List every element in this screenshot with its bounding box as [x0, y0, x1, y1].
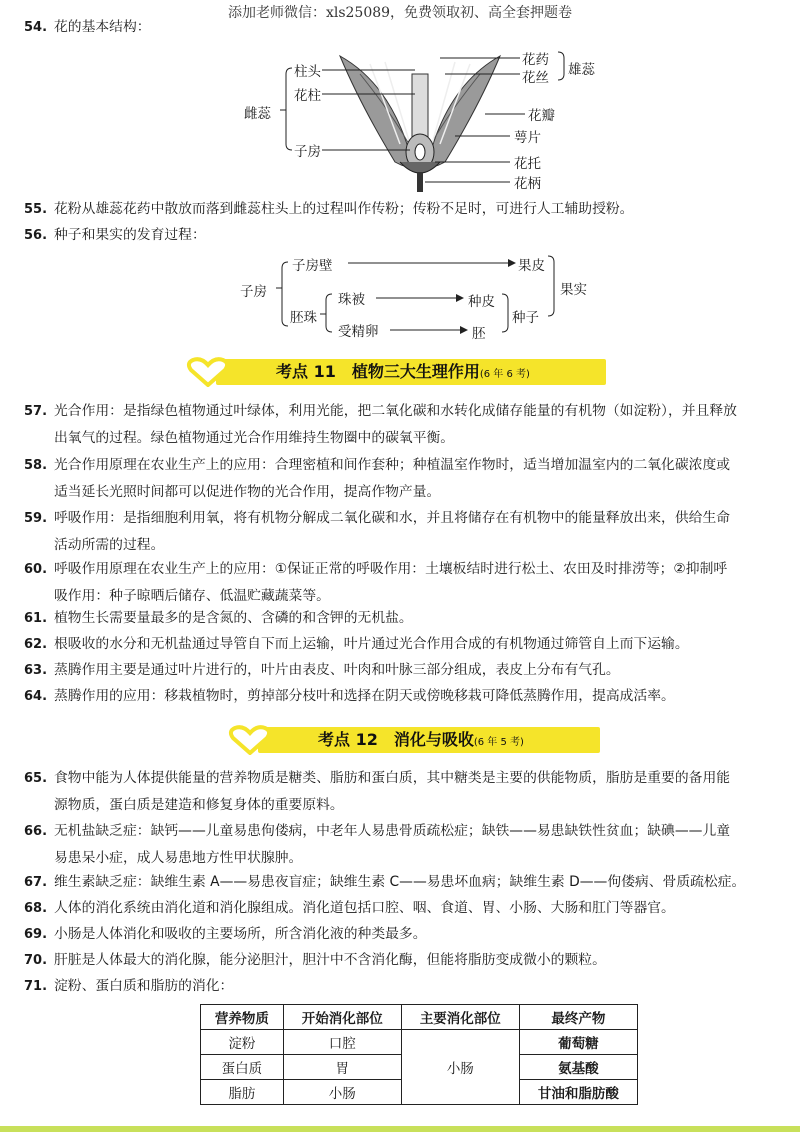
table-cell: 蛋白质 [201, 1055, 284, 1080]
item-text: 肝脏是人体最大的消化腺，能分泌胆汁，胆汁中不含消化酶，但能将脂肪变成微小的颗粒。 [54, 952, 606, 968]
item-59 [24, 505, 784, 558]
item-64 [24, 683, 784, 710]
section-banner-11 [186, 357, 606, 387]
item-text: 根吸收的水分和无机盐通过导管自下而上运输，叶片通过光合作用合成的有机物通过筛管自上而下运输。 [54, 636, 689, 652]
label-filament: 花丝 [522, 70, 549, 86]
section-note: (6 年 6 考) [479, 369, 530, 380]
item-number: 66. [24, 824, 48, 839]
item-text-line1: 呼吸作用原理在农业生产上的应用：①保证正常的呼吸作用：土壤板结时进行松土、农田及时排涝等；②抑制呼 [54, 561, 728, 577]
item-text-line2: 活动所需的过程。 [54, 537, 165, 553]
label-seed: 种子 [512, 310, 539, 326]
item-number: 55. [24, 202, 48, 217]
label-petal: 花瓣 [528, 108, 555, 124]
item-56 [24, 222, 784, 249]
table-cell: 甘油和脂肪酸 [519, 1080, 637, 1105]
table-cell: 淀粉 [201, 1030, 284, 1055]
item-number: 65. [24, 771, 48, 786]
seed-fruit-diagram [240, 250, 600, 342]
table-cell: 脂肪 [201, 1080, 284, 1105]
label-ovary: 子房 [240, 284, 267, 300]
item-text: 维生素缺乏症：缺维生素 A——易患夜盲症；缺维生素 C——易患坏血病；缺维生素 D——佝偻病、骨质疏松症。 [54, 874, 746, 890]
section-banner-12 [228, 725, 600, 755]
item-text: 蒸腾作用的应用：移栽植物时，剪掉部分枝叶和选择在阴天或傍晚移栽可降低蒸腾作用，提高成活率。 [54, 688, 675, 704]
label-stigma: 柱头 [294, 64, 321, 80]
item-number: 68. [24, 901, 48, 916]
label-sepal: 萼片 [514, 130, 541, 146]
table-row [201, 1030, 638, 1055]
item-number: 70. [24, 953, 48, 968]
item-number: 63. [24, 663, 48, 678]
table-cell: 葡萄糖 [519, 1030, 637, 1055]
item-text: 植物生长需要量最多的是含氮的、含磷的和含钾的无机盐。 [54, 610, 413, 626]
label-pericarp: 果皮 [518, 258, 545, 274]
label-ovary: 子房 [294, 144, 321, 160]
label-seed-coat: 种皮 [468, 294, 495, 310]
label-stamen: 雄蕊 [568, 62, 595, 78]
item-number: 64. [24, 689, 48, 704]
label-anther: 花药 [522, 52, 549, 68]
item-71 [24, 973, 784, 1000]
item-60 [24, 556, 784, 609]
item-text-line1: 食物中能为人体提供能量的营养物质是糖类、脂肪和蛋白质，其中糖类是主要的供能物质，脂肪是重要的备用能 [54, 770, 731, 786]
label-fruit: 果实 [560, 282, 587, 298]
label-style: 花柱 [294, 88, 321, 104]
item-65 [24, 765, 784, 818]
item-text: 种子和果实的发育过程： [54, 227, 206, 243]
item-number: 61. [24, 611, 48, 626]
item-text-line2: 易患呆小症，成人易患地方性甲状腺肿。 [54, 850, 303, 866]
item-text: 人体的消化系统由消化道和消化腺组成。消化道包括口腔、咽、食道、胃、小肠、大肠和肛门等器官。 [54, 900, 675, 916]
label-zygote: 受精卵 [338, 324, 379, 340]
table-cell-main-site: 小肠 [401, 1030, 519, 1105]
item-62 [24, 631, 784, 658]
table-cell: 小肠 [283, 1080, 401, 1105]
table-header: 主要消化部位 [401, 1005, 519, 1030]
label-pedicel: 花柄 [514, 176, 541, 192]
watermark: 添加老师微信：xls25089，免费领取初、高全套押题卷 [227, 5, 573, 21]
heart-icon [228, 725, 272, 755]
item-number: 59. [24, 511, 48, 526]
item-text: 小肠是人体消化和吸收的主要场所，所含消化液的种类最多。 [54, 926, 427, 942]
table-header-row [201, 1005, 638, 1030]
label-ovary-wall: 子房壁 [292, 258, 333, 274]
item-text: 花粉从雄蕊花药中散放而落到雌蕊柱头上的过程叫作传粉；传粉不足时，可进行人工辅助授粉。 [54, 201, 634, 217]
table-header: 营养物质 [201, 1005, 284, 1030]
item-text-line2: 出氧气的过程。绿色植物通过光合作用维持生物圈中的碳氧平衡。 [54, 430, 455, 446]
item-55 [24, 196, 784, 223]
item-text: 淀粉、蛋白质和脂肪的消化： [54, 978, 234, 994]
item-text: 花的基本结构： [54, 19, 151, 35]
item-number: 62. [24, 637, 48, 652]
flower-diagram [240, 44, 600, 194]
item-number: 56. [24, 228, 48, 243]
item-number: 57. [24, 404, 48, 419]
digestion-table [200, 1004, 638, 1105]
item-number: 71. [24, 979, 48, 994]
item-57 [24, 398, 784, 451]
item-text: 蒸腾作用主要是通过叶片进行的，叶片由表皮、叶肉和叶脉三部分组成，表皮上分布有气孔。 [54, 662, 620, 678]
item-70 [24, 947, 784, 974]
item-text-line1: 无机盐缺乏症：缺钙——儿童易患佝偻病，中老年人易患骨质疏松症；缺铁——易患缺铁性贫血；缺碘——儿童 [54, 823, 731, 839]
section-title: 考点 12 消化与吸收 [318, 730, 474, 749]
item-63 [24, 657, 784, 684]
label-pistil: 雌蕊 [244, 106, 271, 122]
item-text-line1: 光合作用原理在农业生产上的应用：合理密植和间作套种；种植温室作物时，适当增加温室内的二氧化碳浓度或 [54, 457, 731, 473]
item-number: 54. [24, 20, 48, 35]
section-title-bar [216, 359, 606, 385]
item-66 [24, 818, 784, 871]
table-header: 开始消化部位 [283, 1005, 401, 1030]
item-text-line1: 呼吸作用：是指细胞利用氧，将有机物分解成二氧化碳和水，并且将储存在有机物中的能量释放出来，供给生命 [54, 510, 731, 526]
table-cell: 口腔 [283, 1030, 401, 1055]
label-embryo: 胚 [472, 326, 486, 342]
table-header: 最终产物 [519, 1005, 637, 1030]
label-ovule: 胚珠 [290, 310, 317, 326]
label-integument: 珠被 [338, 292, 365, 308]
heart-icon [186, 357, 230, 387]
label-receptacle: 花托 [514, 156, 541, 172]
item-54 [24, 14, 784, 41]
table-cell: 胃 [283, 1055, 401, 1080]
item-68 [24, 895, 784, 922]
item-number: 60. [24, 562, 48, 577]
item-text-line2: 源物质，蛋白质是建造和修复身体的重要原料。 [54, 797, 344, 813]
item-text-line1: 光合作用：是指绿色植物通过叶绿体，利用光能，把二氧化碳和水转化成储存能量的有机物（如淀粉），并且释放 [54, 403, 737, 419]
item-number: 69. [24, 927, 48, 942]
section-note: (6 年 5 考) [473, 737, 524, 748]
item-61 [24, 605, 784, 632]
item-58 [24, 452, 784, 505]
bottom-stripe [0, 1126, 800, 1132]
section-title: 考点 11 植物三大生理作用 [276, 362, 480, 381]
item-number: 58. [24, 458, 48, 473]
item-69 [24, 921, 784, 948]
item-text-line2: 适当延长光照时间都可以促进作物的光合作用，提高作物产量。 [54, 484, 441, 500]
item-text-line2: 吸作用：种子晾晒后储存、低温贮藏蔬菜等。 [54, 588, 330, 604]
section-title-bar [258, 727, 600, 753]
table-cell: 氨基酸 [519, 1055, 637, 1080]
item-67 [24, 869, 784, 896]
item-number: 67. [24, 875, 48, 890]
